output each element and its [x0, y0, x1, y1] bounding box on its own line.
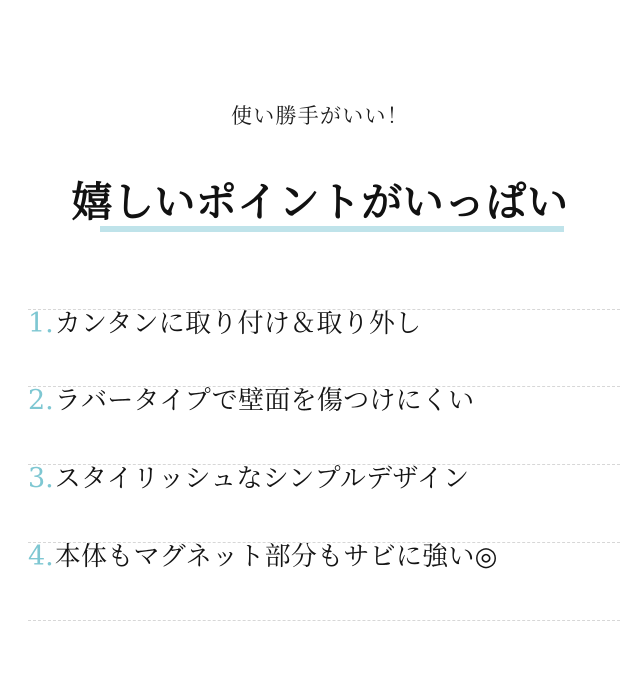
list-item [28, 387, 620, 465]
list-item-label: 本体もマグネット部分もサビに強い◎ [54, 542, 498, 573]
bottom-spacer [0, 621, 640, 681]
list-item [28, 465, 620, 543]
list-item-number: 3. [28, 463, 54, 495]
page-title-text: 嬉しいポイントがいっぱい [71, 177, 569, 226]
list-item-number: 2. [28, 385, 54, 417]
headline-underline-highlight [100, 226, 565, 232]
list-item [28, 309, 620, 387]
headline-wrap [0, 149, 640, 261]
list-item [28, 543, 620, 621]
page-title [70, 177, 571, 234]
benefits-list [0, 309, 640, 621]
list-item-number: 1. [28, 308, 54, 340]
list-item-label: ラバータイプで壁面を傷つけにくい [54, 386, 475, 417]
kicker-text: 使い勝手がいい！ [230, 104, 410, 128]
list-item-label: カンタンに取り付け＆取り外し [54, 309, 422, 340]
list-item-label: スタイリッシュなシンプルデザイン [54, 464, 470, 495]
page-header [0, 0, 640, 261]
list-item-number: 4. [28, 541, 54, 573]
